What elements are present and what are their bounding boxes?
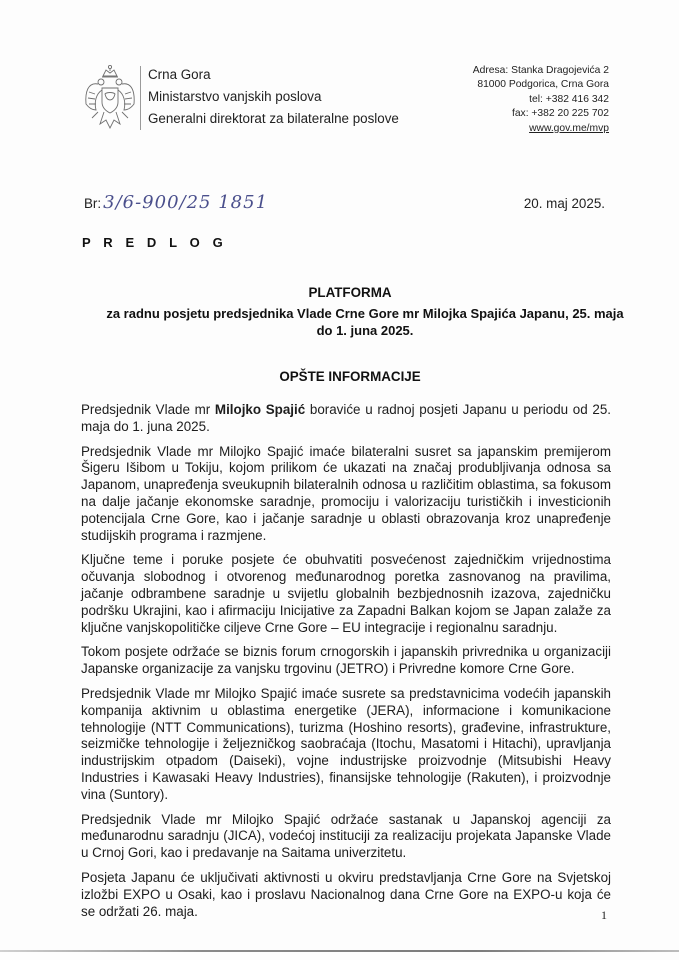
page-bottom-edge — [0, 950, 679, 952]
coat-of-arms-icon — [82, 62, 138, 132]
pm-name-bold: Milojko Spajić — [214, 402, 306, 417]
paragraph-2: Predsjednik Vlade mr Milojko Spajić imaće bilateralni susret sa japanskim premijerom Šigeru Išibom u Tokiju, kojom prilikom će ukazati na značaj produbljivanja odnosa sa Japanom, unapređenja sveukupnih bilateralnih odnosa u različitim oblastima, sa fokusom na dalje jačanje ekonomske saradnje, promociju i valorizaciju turističkih i investicionih potencijala Crne Gore, kao i jačanje saradnje u oblasti obrazovanja kroz unapređenje studijskih programa i razmjene. — [81, 443, 611, 543]
org-country: Crna Gora — [148, 67, 211, 82]
reference-number — [84, 192, 268, 213]
section-heading: OPŠTE INFORMACIJE — [279, 369, 421, 384]
document-title: PLATFORMA — [308, 285, 392, 300]
paragraph-6: Predsjednik Vlade mr Milojko Spajić održaće sastanak u Japanskoj agenciji za međunarodnu saradnju (JICA), vodećoj instituciji za realizaciju projekata Japanske Vlade u Crnoj Gori, kao i predavanje na Saitama univerzitetu. — [81, 811, 611, 861]
document-date: 20. maj 2025. — [523, 196, 605, 211]
handwritten-reference: 3/6-900/25 1851 — [103, 192, 269, 213]
org-directorate: Generalni direktorat za bilateralne poslove — [148, 111, 399, 126]
contact-block — [473, 64, 609, 136]
contact-fax: fax: +382 20 225 702 — [511, 108, 609, 120]
paragraph-4: Tokom posjete održaće se biznis forum crnogorskih i japanskih privrednika u organizaciji Japanske organizacije za vanjsku trgovinu (JETRO) i Privredne komore Crne Gore. — [81, 644, 611, 677]
contact-tel: tel: +382 416 342 — [529, 93, 609, 105]
contact-website-link[interactable]: www.gov.me/mvp — [529, 122, 609, 134]
issuing-organization — [148, 64, 399, 130]
contact-city: 81000 Podgorica, Crna Gora — [477, 79, 609, 91]
paragraph-1: Predsjednik Vlade mr Milojko Spajić boraviće u radnoj posjeti Japanu u periodu od 25. maja do 1. juna 2025. — [81, 402, 611, 434]
paragraph-7: Posjeta Japanu će uključivati aktivnosti u okviru predstavljanja Crne Gore na Svjetskoj izložbi EXPO u Osaki, kao i proslavu Nacionalnog dana Crne Gore na EXPO-u koja će se održati 26. maja. — [81, 869, 611, 919]
document-body — [81, 402, 611, 928]
document-subtitle: za radnu posjetu predsjednika Vlade Crne Gore mr Milojka Spajića Japanu, 25. maja do 1. juna 2025. — [106, 306, 624, 338]
page-number: 1 — [601, 908, 607, 922]
contact-address: Adresa: Stanka Dragojevića 2 — [472, 65, 609, 76]
reference-label: Br: — [84, 196, 102, 211]
paragraph-3: Ključne teme i poruke posjete će obuhvatiti posvećenost zajedničkim vrijednostima očuvanja slobodnog i otvorenog međunarodnog poretka zasnovanog na pravilima, jačanje odbrambene saradnje u svijetlu globalnih bezbjednosnih izazova, zajedničku podršku Ukrajini, kao i afirmaciju Inicijative za Zapadni Balkan kojom se Japan zalaže za ključne vanjskopolitičke ciljeve Crne Gore – EU integracije i regionalnu saradnju. — [81, 552, 611, 635]
header-divider — [140, 66, 141, 130]
org-ministry: Ministarstvo vanjskih poslova — [148, 89, 322, 104]
document-type-label: P R E D L O G — [82, 235, 228, 250]
paragraph-5: Predsjednik Vlade mr Milojko Spajić imaće susrete sa predstavnicima vodećih japanskih kompanija aktivnim u oblastima energetike (JERA), informacione i komunikacione tehnologije (NTT Communications), turizma (Hoshino resorts), građevine, infrastrukture, seizmičke tehnologije i željezničkog saobraćaja (Itochu, Masatomi i Hitachi), upravljanja industrijskim otpadom (Daiseki), vojne industrijske proizvodnje (Mitsubishi Heavy Industries i Kawasaki Heavy Industries), finansijske tehnologije (Rakuten), i proizvodnje vina (Suntory). — [81, 685, 611, 802]
